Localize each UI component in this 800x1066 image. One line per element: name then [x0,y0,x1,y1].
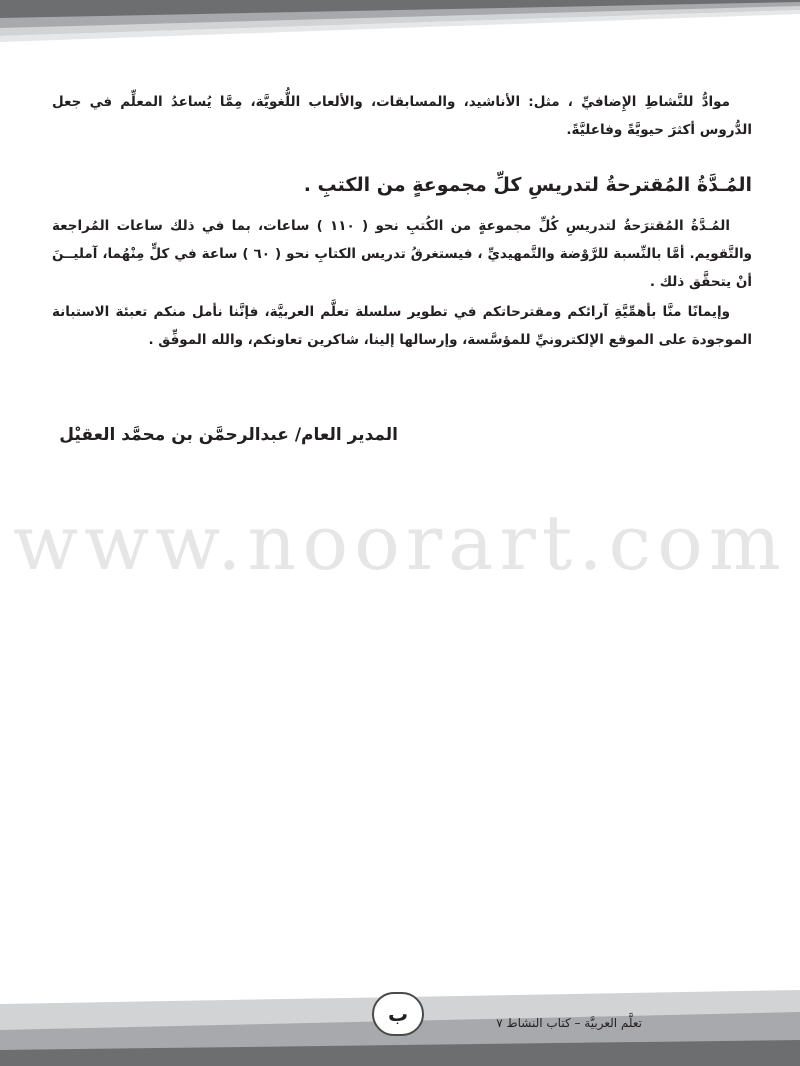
paragraph-materials: موادُّ للنَّشاطِ الإِضافيِّ ، مثل: الأناشيد، والمسابقات، والألعاب اللُّغويَّة، مِمَّا يُساعدُ المعلِّم في جعل الدُّروس أكثرَ حيويَّةً وفاعليَّةً. [52,94,752,138]
top-decorative-band [0,0,800,48]
heading-duration: المُـدَّةُ المُقترحةُ لتدريسِ كلِّ مجموعةٍ من الكتبِ . [303,174,752,196]
paragraph-closing: وإيمانًا منَّا بأهمِّيَّةِ آرائكم ومقترحاتكم في تطوير سلسلة تعلَّم العربيَّة، فإنَّنا نأمل منكم تعبئة الاستبانة الموجودة على الموقع الإلكترونيِّ للمؤسَّسة، وإرسالها إلينا، شاكرين تعاونكم، والله الموفِّق . [52,304,752,348]
watermark-text: www.noorart.com [13,498,787,587]
book-title-footer: تعلَّم العربيَّة – كتاب النشاط ٧ [496,1016,642,1030]
page-body [52,88,752,354]
page-number-badge: ب [372,992,424,1036]
signature-line: المدير العام/ عبدالرحمَّن بن محمَّد العقيْل [59,425,398,445]
paragraph-duration: المُـدَّةُ المُقترَحةُ لتدريسِ كُلِّ مجموعةٍ من الكُتبِ نحو ( ١١٠ ) ساعات، بما في ذلك ساعات المُراجعة والتَّقويم. أمَّا بالنِّسبة للرَّوْضة والتَّمهيديِّ ، فيستغرقُ تدريس الكتابِ نحو ( ٦٠ ) ساعة في كلٍّ مِنْهُما، آمليــنَ أنْ يتحقَّق ذلك . [52,218,753,290]
